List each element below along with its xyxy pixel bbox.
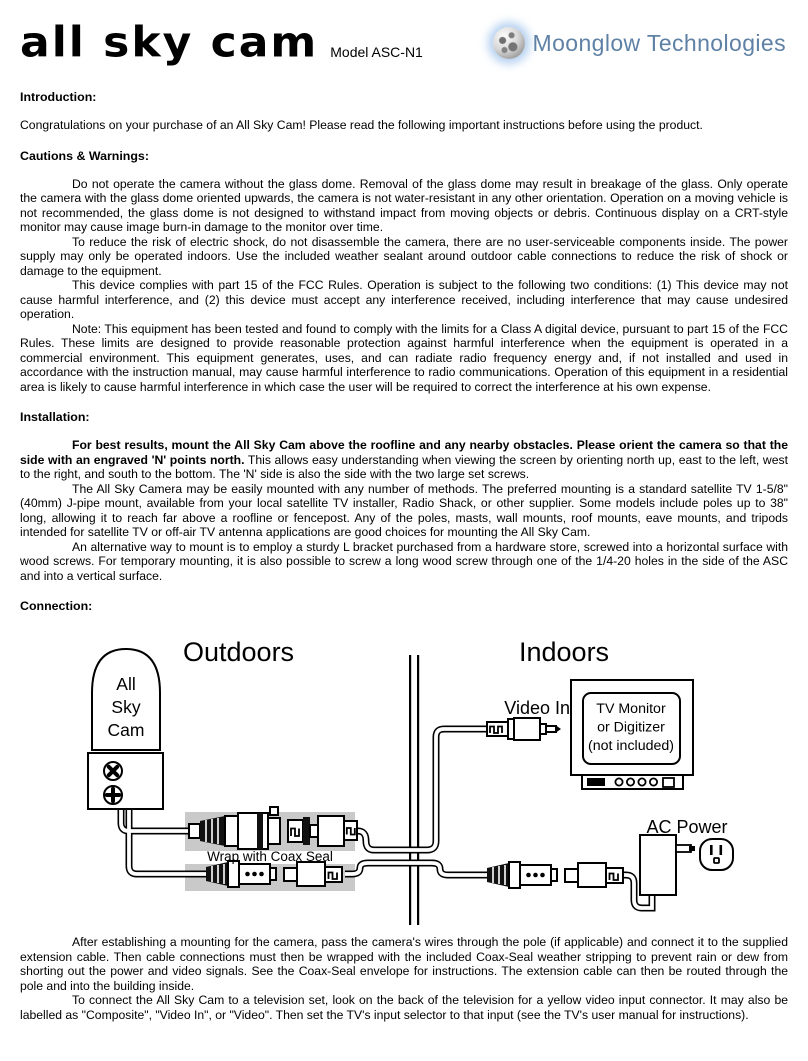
connection-paragraph: To connect the All Sky Cam to a television set, look on the back of the television for a yellow video input connector. It may also be labelled as "Composite", "Video In", or "Video". Then set the TV's input selector to that input (see the TV's user manual for instructions).	[20, 993, 788, 1022]
intro-paragraph: Congratulations on your purchase of an All Sky Cam! Please read the following important instructions before using the product.	[20, 118, 703, 132]
all-sky-cam-logo: all sky cam	[20, 18, 319, 67]
camera-label-line: Cam	[107, 720, 145, 740]
camera-label-line: All	[116, 674, 136, 694]
video-in-label: Video In	[504, 698, 570, 718]
camera-unit	[88, 649, 163, 809]
installation-paragraph	[20, 438, 788, 482]
model-number: Model ASC-N1	[330, 44, 423, 60]
cautions-paragraph: Do not operate the camera without the glass dome. Removal of the glass dome may result in breakage of the glass. Only operate the camera with the glass dome oriented upwards, the camera is not water-resistant in any other orientation. Operation on a moving vehicle is not recommended, the glass dome is not designed to withstand impact from moving objects or debris. Continuous display on a CRT-style monitor may cause image burn-in damage to the monitor over time.	[20, 176, 788, 234]
cautions-paragraph: To reduce the risk of electric shock, do not disassemble the camera, there are no user-serviceable components inside. The power supply may only be operated indoors. Use the included weather sealant around outdoor cable connections to reduce the risk of shock or damage to the equipment.	[20, 234, 788, 278]
cautions-body	[20, 177, 788, 395]
installation-body	[20, 438, 788, 583]
ac-power-label: AC Power	[646, 817, 728, 837]
camera-body	[88, 753, 163, 809]
moon-logo-icon	[493, 27, 525, 59]
connection-body	[20, 935, 788, 1022]
camera-label-line: Sky	[111, 697, 141, 717]
wall-divider	[409, 655, 419, 925]
set-screw-icon	[104, 762, 122, 780]
product-logo-block	[20, 18, 423, 67]
power-outlet-icon	[700, 839, 733, 870]
monitor-base	[582, 775, 683, 789]
monitor-label-line: TV Monitor	[596, 701, 666, 717]
installation-lead-rest: This allows easy understanding when viewing the screen by orienting north up, east to the left, west to the right, and south to the bottom. The 'N' side is also the side with the two large set screws.	[20, 452, 788, 481]
indoors-label: Indoors	[519, 637, 610, 667]
installation-paragraph: An alternative way to mount is to employ a sturdy L bracket purchased from a hardware store, screwed into a horizontal surface with wood screws. For temporary mounting, it is also possible to screw a long wood screw through one of the 1/4-20 holes in the side of the ASC and into a vertical surface.	[20, 539, 788, 583]
brand-name: Moonglow Technologies	[532, 29, 786, 56]
moonglow-brand	[493, 27, 788, 59]
coax-seal-label: Wrap with Coax Seal	[207, 849, 333, 864]
cautions-heading: Cautions & Warnings:	[20, 148, 149, 163]
page-header	[20, 0, 788, 70]
introduction-body	[20, 118, 788, 133]
installation-heading: Installation:	[20, 410, 90, 424]
power-connector-pair-icon	[487, 862, 623, 888]
cautions-paragraph: This device complies with part 15 of the FCC Rules. Operation is subject to the following two conditions: (1) This device may not cause harmful interference, and (2) this device must accept any interference received, including interference that may cause undesired operation.	[20, 278, 788, 321]
tv-monitor	[571, 680, 693, 789]
ac-adapter	[640, 835, 695, 895]
monitor-label-line: or Digitizer	[597, 719, 665, 736]
monitor-label-line: (not included)	[588, 738, 674, 754]
installation-paragraph: The All Sky Camera may be easily mounted with any number of methods. The preferred mounting is a standard satellite TV 1-5/8" (40mm) J-pipe mount, available from your local satellite TV installer, Radio Shack, or other supplier. Some models include poles up to 38" long, allowing it to reach far above a roofline or fencepost. Any of the poles, masts, wall mounts, roof mounts, eave mounts, and tripods intended for satellite TV or off-air TV antenna applications are good choices for mounting the All Sky Cam.	[20, 481, 788, 539]
introduction-heading: Introduction:	[20, 90, 97, 104]
connection-heading: Connection:	[20, 599, 93, 613]
installation-bold-lead: For best results, mount the All Sky Cam above the roofline and any nearby obstacles. Please orient the camera so that the side with an engraved 'N' points north.	[20, 438, 788, 467]
connection-diagram	[0, 627, 808, 931]
outdoors-label: Outdoors	[183, 637, 295, 667]
connection-paragraph: After establishing a mounting for the camera, pass the camera's wires through the pole (if applicable) and connect it to the supplied extension cable. Then cable connections must then be wrapped with the included Coax-Seal weather stripping to prevent rain or dew from shorting out the power and video signals. See the Coax-Seal envelope for instructions. The extension cable can then be routed through the pole and into the building inside.	[20, 935, 788, 993]
rca-connector-icon	[487, 718, 561, 740]
cautions-paragraph: Note: This equipment has been tested and found to comply with the limits for a Class A digital device, pursuant to part 15 of the FCC Rules. These limits are designed to provide reasonable protection against harmful interference when the equipment is operated in a commercial environment. This equipment generates, uses, and can radiate radio frequency energy and, if not installed and used in accordance with the instruction manual, may cause harmful interference to radio communications. Operation of this equipment in a residential area is likely to cause harmful interference in which case the user will be required to correct the interference at his own expense.	[20, 321, 788, 394]
set-screw-icon	[104, 786, 122, 804]
